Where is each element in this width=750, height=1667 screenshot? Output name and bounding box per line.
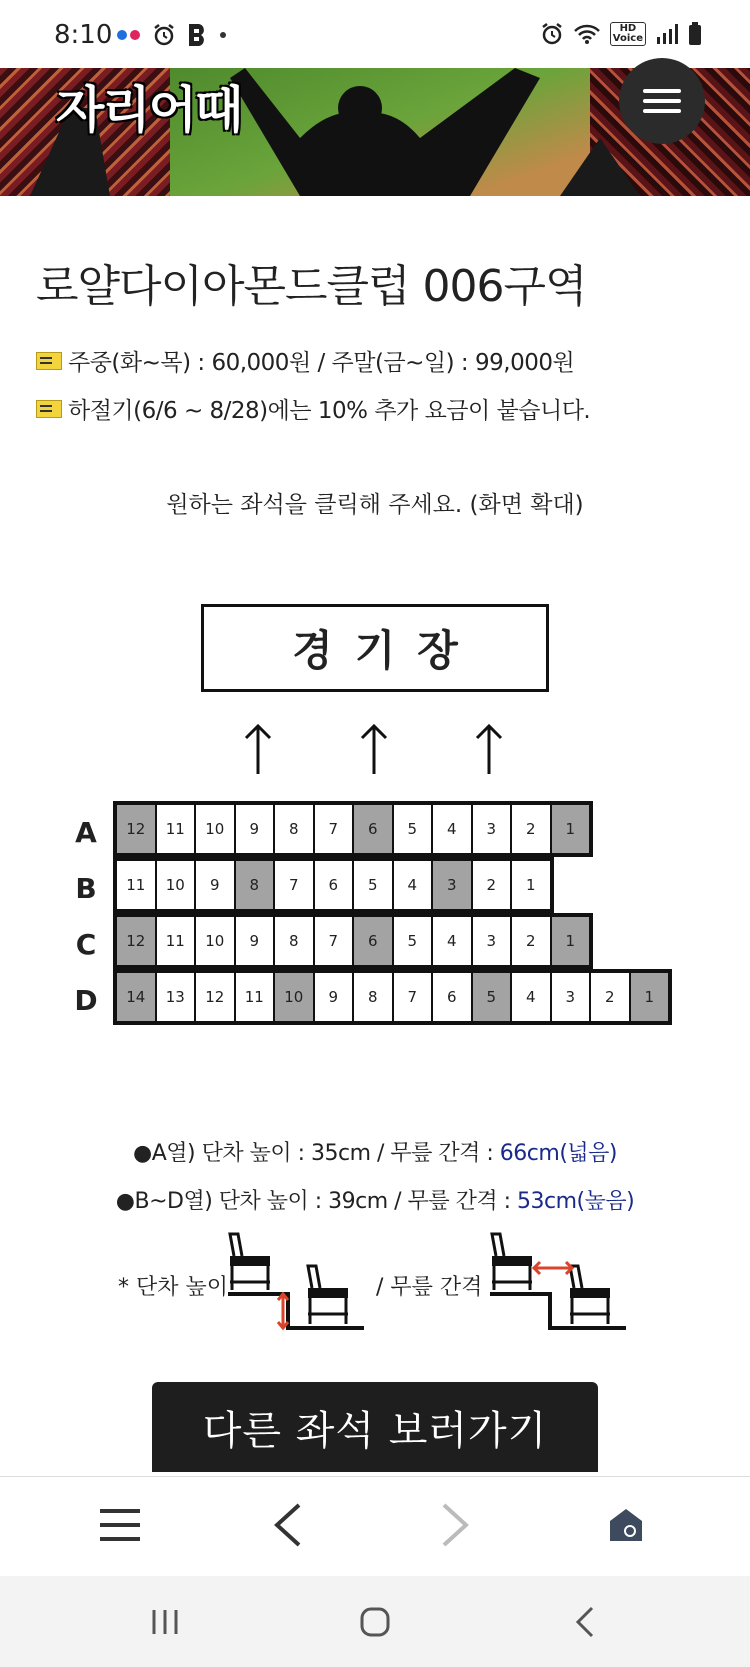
- seat-d-14[interactable]: 14: [116, 972, 156, 1022]
- seat-a-9[interactable]: 9: [235, 804, 275, 854]
- seat-c-2[interactable]: 2: [511, 916, 551, 966]
- recent-apps-icon: [150, 1608, 180, 1636]
- seat-c-10[interactable]: 10: [195, 916, 235, 966]
- menu-icon: [98, 1507, 142, 1543]
- back-chevron-icon: [574, 1606, 596, 1638]
- hd-voice-icon: HD Voice: [610, 22, 646, 46]
- battery-icon: [688, 22, 702, 46]
- seat-a-12[interactable]: 12: [116, 804, 156, 854]
- seat-c-8[interactable]: 8: [274, 916, 314, 966]
- signal-icon: [656, 23, 678, 45]
- seat-a-11[interactable]: 11: [156, 804, 196, 854]
- back-nav-button[interactable]: [555, 1594, 615, 1650]
- row-label-a: A: [75, 816, 97, 849]
- seat-b-5[interactable]: 5: [353, 860, 393, 910]
- seat-d-13[interactable]: 13: [156, 972, 196, 1022]
- row-label-c: C: [75, 928, 97, 961]
- seat-row-c: [113, 913, 593, 969]
- home-icon: [608, 1507, 644, 1543]
- step-height-diagram-icon: [224, 1232, 368, 1332]
- summer-info: [36, 392, 590, 425]
- seat-c-11[interactable]: 11: [156, 916, 196, 966]
- spec-bd-value: 53cm(높음): [517, 1189, 635, 1214]
- seat-c-7[interactable]: 7: [314, 916, 354, 966]
- menu-bar-icon: [643, 99, 681, 103]
- ticket-icon: [36, 400, 62, 418]
- browser-forward-button[interactable]: [425, 1495, 485, 1555]
- alarm-icon: [540, 22, 564, 46]
- spec-a-value: 66cm(넓음): [499, 1141, 617, 1166]
- seat-a-7[interactable]: 7: [314, 804, 354, 854]
- seat-a-6[interactable]: 6: [353, 804, 393, 854]
- menu-bar-icon: [643, 109, 681, 113]
- stage-label: 경기장: [201, 604, 549, 692]
- wifi-icon: [574, 23, 600, 45]
- seat-b-8[interactable]: 8: [235, 860, 275, 910]
- menu-bar-icon: [643, 89, 681, 93]
- seat-b-10[interactable]: 10: [156, 860, 196, 910]
- ticket-icon: [36, 352, 62, 370]
- flickr-icon: [116, 28, 142, 42]
- android-navigation-bar: [0, 1576, 750, 1667]
- seat-c-1[interactable]: 1: [551, 916, 591, 966]
- seat-d-7[interactable]: 7: [393, 972, 433, 1022]
- dot-icon: [218, 30, 228, 40]
- seat-c-9[interactable]: 9: [235, 916, 275, 966]
- spec-a-text: ●A열) 단차 높이 : 35cm / 무릎 간격 :: [133, 1141, 500, 1166]
- price-info: [36, 344, 574, 377]
- seat-c-3[interactable]: 3: [472, 916, 512, 966]
- seat-b-1[interactable]: 1: [511, 860, 551, 910]
- seat-a-8[interactable]: 8: [274, 804, 314, 854]
- status-system-icons: [540, 22, 702, 46]
- seat-row-d: [113, 969, 672, 1025]
- seat-d-6[interactable]: 6: [432, 972, 472, 1022]
- seat-c-12[interactable]: 12: [116, 916, 156, 966]
- seat-d-9[interactable]: 9: [314, 972, 354, 1022]
- other-seats-button[interactable]: 다른 좌석 보러가기: [152, 1382, 598, 1472]
- seat-d-11[interactable]: 11: [235, 972, 275, 1022]
- summer-text: 하절기(6/6 ~ 8/28)에는 10% 추가 요금이 붙습니다.: [68, 398, 591, 424]
- arrow-up-icon: [238, 722, 278, 776]
- spec-bd-text: ●B~D열) 단차 높이 : 39cm / 무릎 간격 :: [115, 1189, 517, 1214]
- spec-a-row: [0, 1136, 750, 1167]
- home-nav-button[interactable]: [345, 1594, 405, 1650]
- row-label-d: D: [74, 984, 98, 1017]
- seat-b-11[interactable]: 11: [116, 860, 156, 910]
- seat-c-5[interactable]: 5: [393, 916, 433, 966]
- step-height-label: * 단차 높이: [118, 1275, 228, 1300]
- row-label-b: B: [75, 872, 97, 905]
- instruction-text: 원하는 좌석을 클릭해 주세요. (화면 확대): [166, 492, 584, 518]
- seat-row-a: [113, 801, 593, 857]
- alarm-icon: [152, 23, 176, 47]
- recent-apps-button[interactable]: [135, 1594, 195, 1650]
- seat-a-10[interactable]: 10: [195, 804, 235, 854]
- seat-a-5[interactable]: 5: [393, 804, 433, 854]
- seat-a-3[interactable]: 3: [472, 804, 512, 854]
- hamburger-menu-button[interactable]: [619, 58, 705, 144]
- knee-gap-label: / 무릎 간격: [376, 1275, 483, 1300]
- arrow-up-icon: [469, 722, 509, 776]
- seat-d-3[interactable]: 3: [551, 972, 591, 1022]
- seat-d-4[interactable]: 4: [511, 972, 551, 1022]
- seat-c-4[interactable]: 4: [432, 916, 472, 966]
- status-notification-icons: [116, 22, 228, 48]
- seat-b-7[interactable]: 7: [274, 860, 314, 910]
- browser-home-button[interactable]: [596, 1495, 656, 1555]
- seat-b-6[interactable]: 6: [314, 860, 354, 910]
- arrow-up-icon: [354, 722, 394, 776]
- seat-d-10[interactable]: 10: [274, 972, 314, 1022]
- status-time: 8:10: [54, 20, 113, 50]
- chevron-right-icon: [440, 1503, 470, 1547]
- seat-d-12[interactable]: 12: [195, 972, 235, 1022]
- seat-d-5[interactable]: 5: [472, 972, 512, 1022]
- status-bar: [0, 0, 750, 68]
- knee-gap-diagram-icon: [486, 1232, 630, 1332]
- seat-a-1[interactable]: 1: [551, 804, 591, 854]
- browser-toolbar: [0, 1476, 750, 1577]
- b-app-icon: [186, 22, 208, 48]
- seat-b-9[interactable]: 9: [195, 860, 235, 910]
- seat-b-2[interactable]: 2: [472, 860, 512, 910]
- seat-a-2[interactable]: 2: [511, 804, 551, 854]
- site-title[interactable]: 자리어때: [56, 81, 242, 139]
- seat-b-4[interactable]: 4: [393, 860, 433, 910]
- seat-d-8[interactable]: 8: [353, 972, 393, 1022]
- browser-menu-button[interactable]: [90, 1495, 150, 1555]
- seat-d-2[interactable]: 2: [590, 972, 630, 1022]
- seat-row-b: [113, 857, 554, 913]
- seat-a-4[interactable]: 4: [432, 804, 472, 854]
- home-circle-icon: [359, 1606, 391, 1638]
- seat-b-3[interactable]: 3: [432, 860, 472, 910]
- browser-back-button[interactable]: [258, 1495, 318, 1555]
- price-text: 주중(화~목) : 60,000원 / 주말(금~일) : 99,000원: [68, 350, 575, 376]
- page-title: 로얄다이아몬드클럽 006구역: [36, 261, 587, 312]
- chevron-left-icon: [273, 1503, 303, 1547]
- spec-bd-row: [0, 1184, 750, 1215]
- seat-d-1[interactable]: 1: [630, 972, 670, 1022]
- seat-c-6[interactable]: 6: [353, 916, 393, 966]
